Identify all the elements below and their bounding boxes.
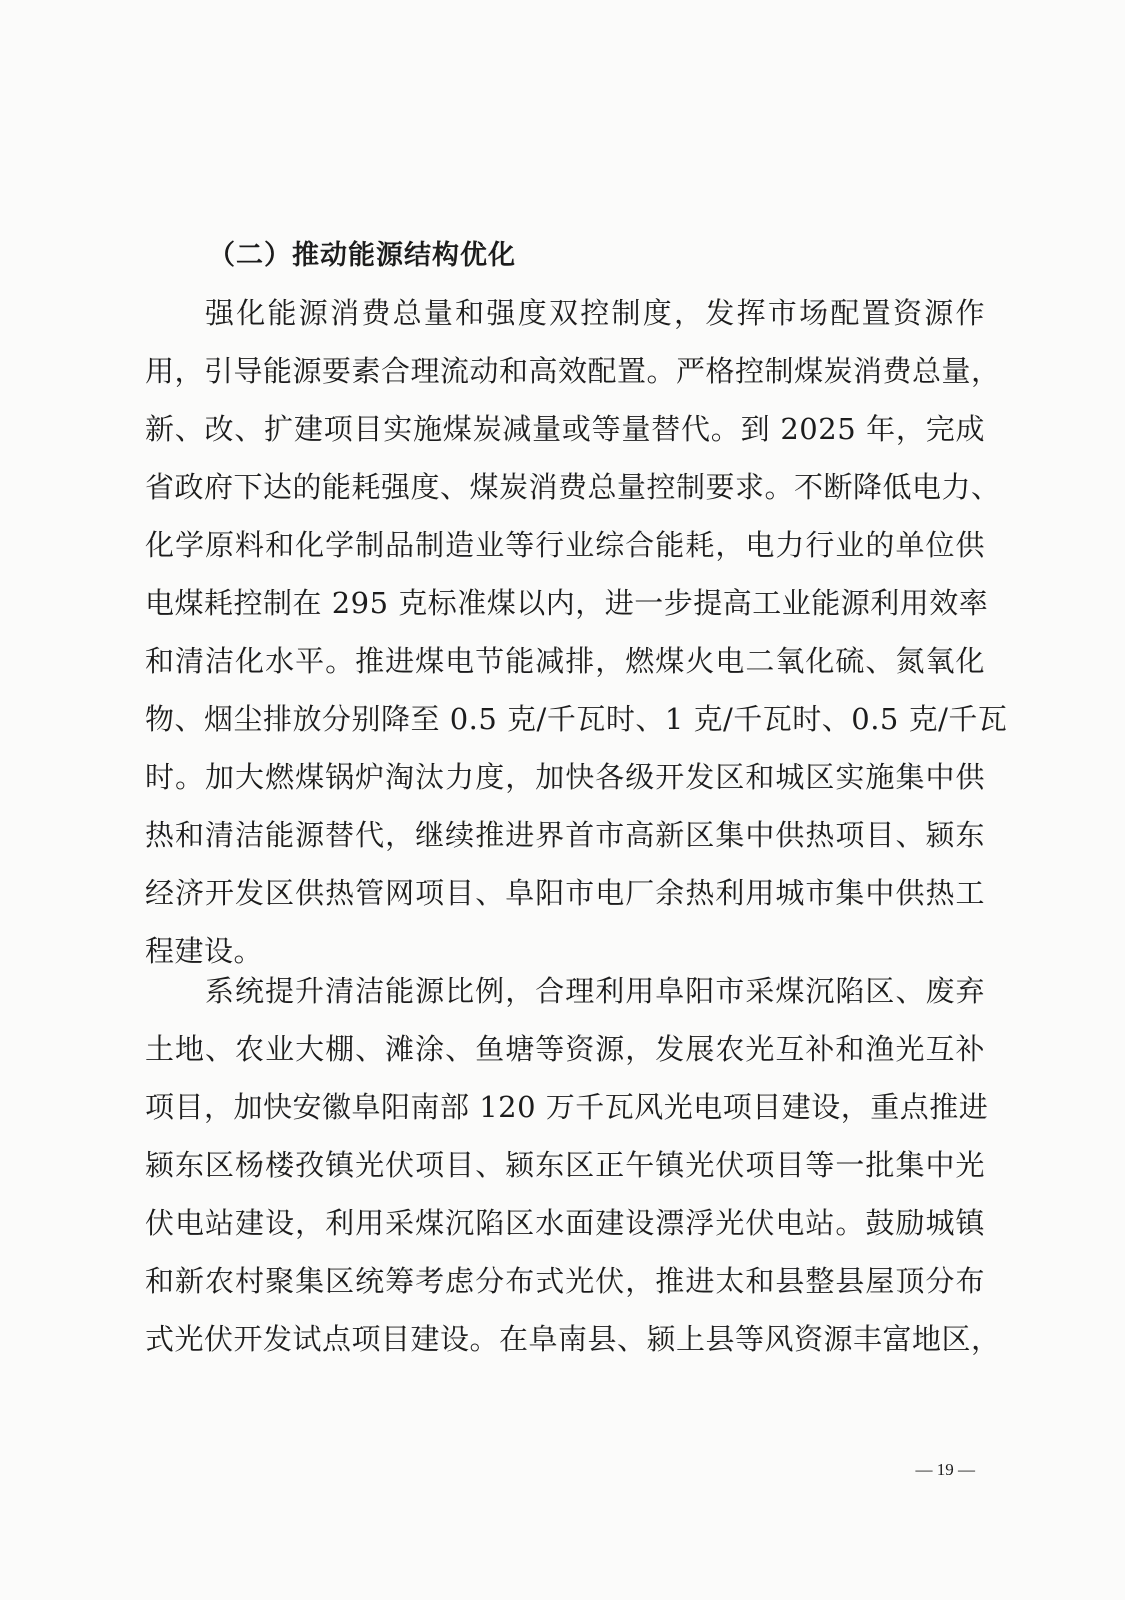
paragraph-line: 强化能源消费总量和强度双控制度，发挥市场配置资源作	[205, 296, 985, 330]
paragraph-line: 和清洁化水平。推进煤电节能减排，燃煤火电二氧化硫、氮氧化	[145, 644, 985, 678]
paragraph-energy-control	[145, 284, 1008, 980]
paragraph-line: 程建设。	[145, 934, 264, 968]
paragraph-line: 和新农村聚集区统筹考虑分布式光伏，推进太和县整县屋顶分布	[145, 1264, 985, 1298]
section-heading: （二）推动能源结构优化	[208, 240, 516, 271]
paragraph-line: 土地、农业大棚、滩涂、鱼塘等资源，发展农光互补和渔光互补	[145, 1032, 985, 1066]
paragraph-line: 伏电站建设，利用采煤沉陷区水面建设漂浮光伏电站。鼓励城镇	[145, 1206, 985, 1240]
paragraph-line: 热和清洁能源替代，继续推进界首市高新区集中供热项目、颍东	[145, 818, 985, 852]
paragraph-clean-energy	[145, 962, 1001, 1368]
paragraph-line: 省政府下达的能耗强度、煤炭消费总量控制要求。不断降低电力、	[145, 470, 1001, 504]
paragraph-line: 颍东区杨楼孜镇光伏项目、颍东区正午镇光伏项目等一批集中光	[145, 1148, 985, 1182]
paragraph-line: 电煤耗控制在 295 克标准煤以内，进一步提高工业能源利用效率	[145, 586, 989, 620]
paragraph-line: 时。加大燃煤锅炉淘汰力度，加快各级开发区和城区实施集中供	[145, 760, 985, 794]
paragraph-line: 项目，加快安徽阜阳南部 120 万千瓦风光电项目建设，重点推进	[145, 1090, 989, 1124]
paragraph-line: 系统提升清洁能源比例，合理利用阜阳市采煤沉陷区、废弃	[205, 974, 985, 1008]
paragraph-line: 新、改、扩建项目实施煤炭减量或等量替代。到 2025 年，完成	[145, 412, 985, 446]
paragraph-line: 经济开发区供热管网项目、阜阳市电厂余热利用城市集中供热工	[145, 876, 985, 910]
paragraph-line: 物、烟尘排放分别降至 0.5 克/千瓦时、1 克/千瓦时、0.5 克/千瓦	[145, 702, 1008, 736]
paragraph-line: 用，引导能源要素合理流动和高效配置。严格控制煤炭消费总量，	[145, 354, 1001, 388]
paragraph-line: 化学原料和化学制品制造业等行业综合能耗，电力行业的单位供	[145, 528, 985, 562]
paragraph-line: 式光伏开发试点项目建设。在阜南县、颍上县等风资源丰富地区，	[145, 1322, 1001, 1356]
page-number: — 19 —	[915, 1460, 975, 1479]
